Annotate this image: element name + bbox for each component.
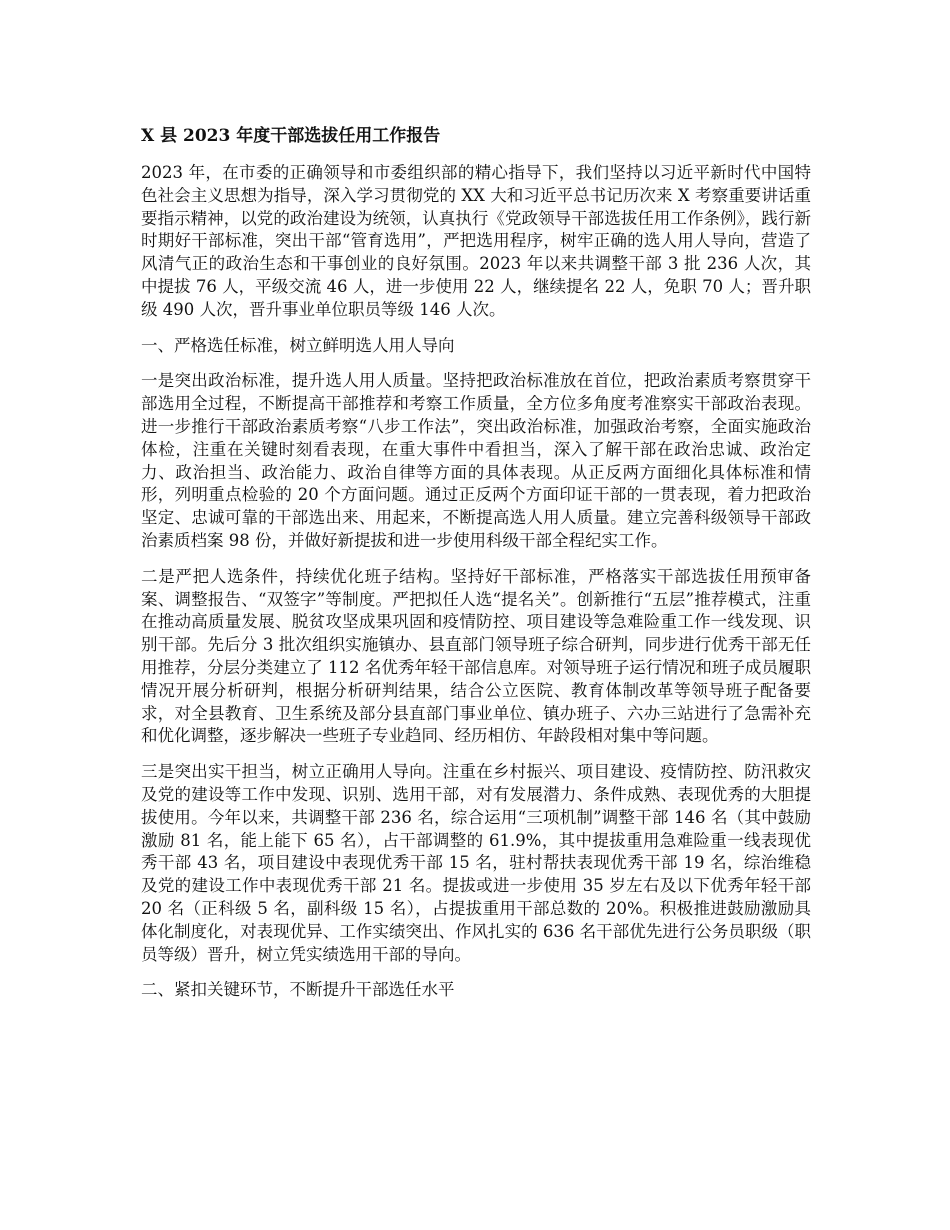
paragraph-political-standard: 一是突出政治标准，提升选人用人质量。坚持把政治标准放在首位，把政治素质考察贯穿干部选用全过程，不断提高干部推荐和考察工作质量，全方位多角度考准察实干部政治表现。进一步推行干部政治素质考察“八步工作法”，突出政治标准，加强政治考察，全面实施政治体检，注重在关键时刻看表现，在重大事件中看担当，深入了解干部在政治忠诚、政治定力、政治担当、政治能力、政治自律等方面的具体表现。从正反两方面细化具体标准和情形，列明重点检验的 20 个方面问题。通过正反两个方面印证干部的一贯表现，着力把政治坚定、忠诚可靠的干部选出来、用起来，不断提高选人用人质量。建立完善科级领导干部政治素质档案 98 份，并做好新提拔和进一步使用科级干部全程纪实工作。 xyxy=(141,371,811,550)
section-2-heading: 二、紧扣关键环节，不断提升干部选任水平 xyxy=(141,980,455,1000)
intro-paragraph: 2023 年，在市委的正确领导和市委组织部的精心指导下，我们坚持以习近平新时代中国特色社会主义思想为指导，深入学习贯彻党的 XX 大和习近平总书记历次来 X 考察重要讲话重要指示精神，以党的政治建设为统领，认真执行《党政领导干部选拔任用工作条例》，践行新时期好干部标准，突出干部“管育选用”，严把选用程序，树牢正确的选人用人导向，营造了风清气正的政治生态和干事创业的良好氛围。2023 年以来共调整干部 3 批 236 人次，其中提拔 76 人，平级交流 46 人，进一步使用 22 人，继续提名 22 人，免职 70 人；晋升职级 490 人次，晋升事业单位职员等级 146 人次。 xyxy=(141,163,811,319)
document-title: X 县 2023 年度干部选拔任用工作报告 xyxy=(141,126,441,146)
document-page xyxy=(141,124,811,1015)
paragraph-practical-performance: 三是突出实干担当，树立正确用人导向。注重在乡村振兴、项目建设、疫情防控、防汛救灾及党的建设等工作中发现、识别、选用干部，对有发展潜力、条件成熟、表现优秀的大胆提拔使用。今年以来，共调整干部 236 名，综合运用“三项机制”调整干部 146 名（其中鼓励激励 81 名，能上能下 65 名），占干部调整的 61.9%，其中提拔重用急难险重一线表现优秀干部 43 名，项目建设中表现优秀干部 15 名，驻村帮扶表现优秀干部 19 名，综治维稳及党的建设工作中表现优秀干部 21 名。提拔或进一步使用 35 岁左右及以下优秀年轻干部 20 名（正科级 5 名，副科级 15 名），占提拔重用干部总数的 20%。积极推进鼓励激励具体化制度化，对表现优异、工作实绩突出、作风扎实的 636 名干部优先进行公务员职级（职员等级）晋升，树立凭实绩选用干部的导向。 xyxy=(141,762,811,964)
section-1-heading: 一、严格选任标准，树立鲜明选人用人导向 xyxy=(141,335,455,355)
paragraph-candidate-conditions: 二是严把人选条件，持续优化班子结构。坚持好干部标准，严格落实干部选拔任用预审备案、调整报告、“双签字”等制度。严把拟任人选“提名关”。创新推行“五层”推荐模式，注重在推动高质量发展、脱贫攻坚成果巩固和疫情防控、项目建设等急难险重工作一线发现、识别干部。先后分 3 批次组织实施镇办、县直部门领导班子综合研判，同步进行优秀干部无任用推荐，分层分类建立了 112 名优秀年轻干部信息库。对领导班子运行情况和班子成员履职情况开展分析研判，根据分析研判结果，结合公立医院、教育体制改革等领导班子配备要求，对全县教育、卫生系统及部分县直部门事业单位、镇办班子、六办三站进行了急需补充和优化调整，逐步解决一些班子专业趋同、经历相仿、年龄段相对集中等问题。 xyxy=(141,566,811,746)
